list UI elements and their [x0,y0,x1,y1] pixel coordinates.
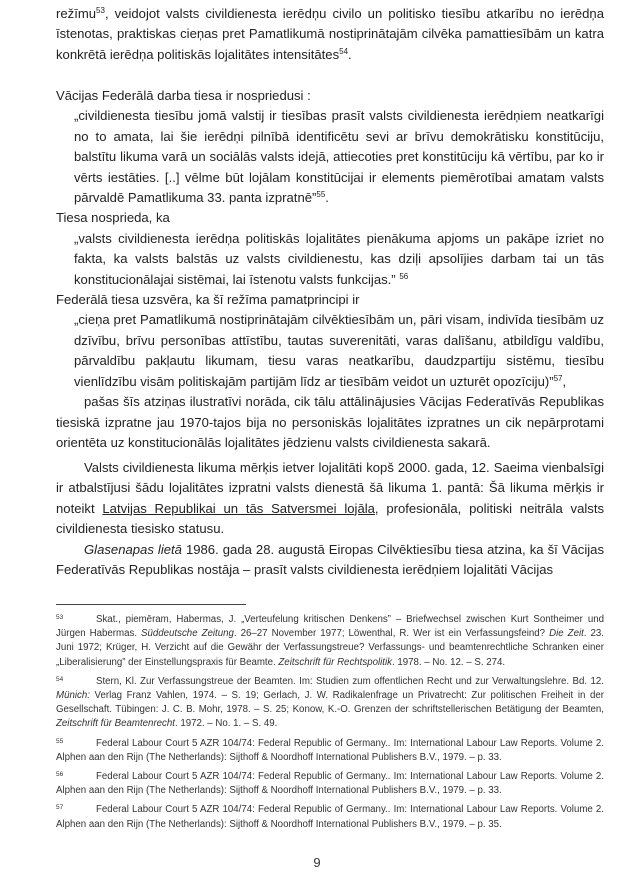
paragraph-4: Federālā tiesa uzsvēra, ka šī režīma pamatprincipi ir [56,292,360,308]
main-text-2 [56,86,604,453]
paragraph-1: režīmu$^{53}$, veidojot valsts civildienesta ierēdņu civilo un politisko tiesību atkarību no ierēdņa īstenotas, praktiskas cieņas pret Pamatlikumā nostiprinātajām cilvēka pamattiesībām un katra konkrētā ierēdņa politiskās lojalitātes intensitātes$^{54}$. [56,6,604,62]
main-text [56,4,604,65]
underlined-phrase: Latvijas Republikai un tās Satversmei lojāla [102,500,375,516]
footnote-ref-53[interactable]: 53 [96,6,105,15]
footnote-54: 54 Stern, Kl. Zur Verfassungstreue der Beamten. Im: Studien zum offentlichen Recht und zur Verwaltungslehre. Bd. 12. Münich: Verlag Franz Vahlen, 1974. – S. 19; Gerlach, J. W. Radikalenfrage un Privatrecht: Zur politischen Freiheit in der Gesellschaft. Tübingen: J. C. B. Mohr, 1978. – S. 25; Konow, K.-O. Grenzen der schriftstellerischen Betätigung der Beamten, Zeitschrift für Beamtenrecht. 1972. – No. 1. – S. 49. [56,675,604,730]
quote-3: „cieņa pret Pamatlikumā nostiprinātajām cilvēktiesībām un, pāri visam, indivīda tiesībām uz dzīvību, brīvu personības attīstību, tautas suverenitāti, varas dalīšanu, atbildīgu valdību, pārvaldību pakļautu likumam, tiesu varas neatkarību, daudzpartiju sistēmu, tiesību vienlīdzību visām politiskajām partijām līdz ar tiesībām veidot un uzturēt opozīciju)”$^{57}$, [74,312,604,389]
footnote-53: 53 Skat., piemēram, Habermas, J. „Verteufelung kritischen Denkens” – Briefwechsel zwischen Kurt Sontheimer und Jürgen Habermas. Süddeutsche Zeitung. 26–27 November 1977; Löwenthal, R. Wer ist ein Verfassungsfeind? Die Zeit. 23. Juni 1972; Krüger, H. Verzicht auf die Gewähr der Verfassungstreue? Verfassungs- und beamtenrechtliche Schranken einer „Liberalisierung” der Einstellungspraxis für Beamte. Zeitschrift für Rechtspolitik. 1978. – No. 12. – S. 274. [56,614,604,668]
quote-2: „valsts civildienesta ierēdņa politiskās lojalitātes pienākuma apjoms un pakāpe izriet no fakta, ka valsts balstās uz valsts civildienestu, kas dziļi apsolījies darbam tai un tās konstitucionālajai sistēmai, lai īstenotu valsts funkcijas.” $^{56}$ [74,230,604,287]
paragraph-2: Vācijas Federālā darba tiesa ir nospriedusi : [56,88,311,103]
paragraph-6: Valsts civildienesta likuma mērķis ietver lojalitāti kopš 2000. gada, 12. Saeima vienbalsīgi ir atbalstījusi šādu lojalitātes izpratni valsts dienestā šā likuma 1. pantā: Šā likuma mērķis ir noteikt Latvijas Republikai un tās Satversmei lojāla, profesionāla, politiski neitrāla valsts civildienesta tiesisko statusu. [56,460,605,537]
quote-1: „civildienesta tiesību jomā valstij ir tiesības prasīt valsts civildienesta ierēdņiem neatkarīgi no to amata, lai šie ierēdņi pilnībā identificētu sevi ar brīvu demokrātisku konstitūciju, balstītu likuma varā un sociālās valsts idejā, attiecoties pret konstitūciju kā vērtību, par ko ir vērts iestāties. [..] vēlme būt lojālam konstitūcijai ir elements piemērotībai amatam valsts pārvaldē Pamatlikuma 33. panta izpratnē”$^{55}$. [74,108,604,206]
paragraph-7: Glasenapas lietā 1986. gada 28. augustā Eiropas Cilvēktiesību tiesa atzina, ka šī Vācijas Federatīvās Republikas nostāja – prasīt valsts civildienesta ierēdņiem lojalitāti Vācijas [56,542,604,578]
paragraph-5: pašas šīs atziņas ilustratīvi norāda, cik tālu attālinājusies Vācijas Federatīvās Republikas tiesiskā izpratne jau 1970-tajos bija no personiskās lojalitātes izpratnes un cik nepārprotami orientēta uz konstitucionālās lojalitātes jēdzienu valsts civildienesta sakarā. [56,394,604,450]
footnote-separator [56,604,246,605]
footnote-55: 55 Federal Labour Court 5 AZR 104/74: Federal Republic of Germany.. Im: International Labour Law Reports. Volume 2. Alphen aan den Rijn (The Netherlands): Sijthoff & Noordhoff International Publishers B.V., 1979. – p. 33. [56,737,604,763]
footnote-57: 57 Federal Labour Court 5 AZR 104/74: Federal Republic of Germany.. Im: International Labour Law Reports. Volume 2. Alphen aan den Rijn (The Netherlands): Sijthoff & Noordhoff International Publishers B.V., 1979. – p. 35. [56,804,604,830]
page-number: 9 [313,855,321,870]
footnote-ref-57[interactable]: 57 [553,373,563,383]
footnote-ref-55[interactable]: 55 [316,190,326,200]
paragraph-3: Tiesa nosprieda, ka [56,210,170,226]
footnote-ref-56[interactable]: 56 [399,271,409,281]
main-text-4 [56,540,604,581]
footnotes [56,611,604,835]
footnote-ref-54[interactable]: 54 [339,46,349,56]
case-name: Glasenapas lietā [84,542,182,557]
main-text-3 [56,458,604,540]
footnote-56: 56 Federal Labour Court 5 AZR 104/74: Federal Republic of Germany.. Im: International Labour Law Reports. Volume 2. Alphen aan den Rijn (The Netherlands): Sijthoff & Noordhoff International Publishers B.V., 1979. – p. 33. [56,771,604,797]
